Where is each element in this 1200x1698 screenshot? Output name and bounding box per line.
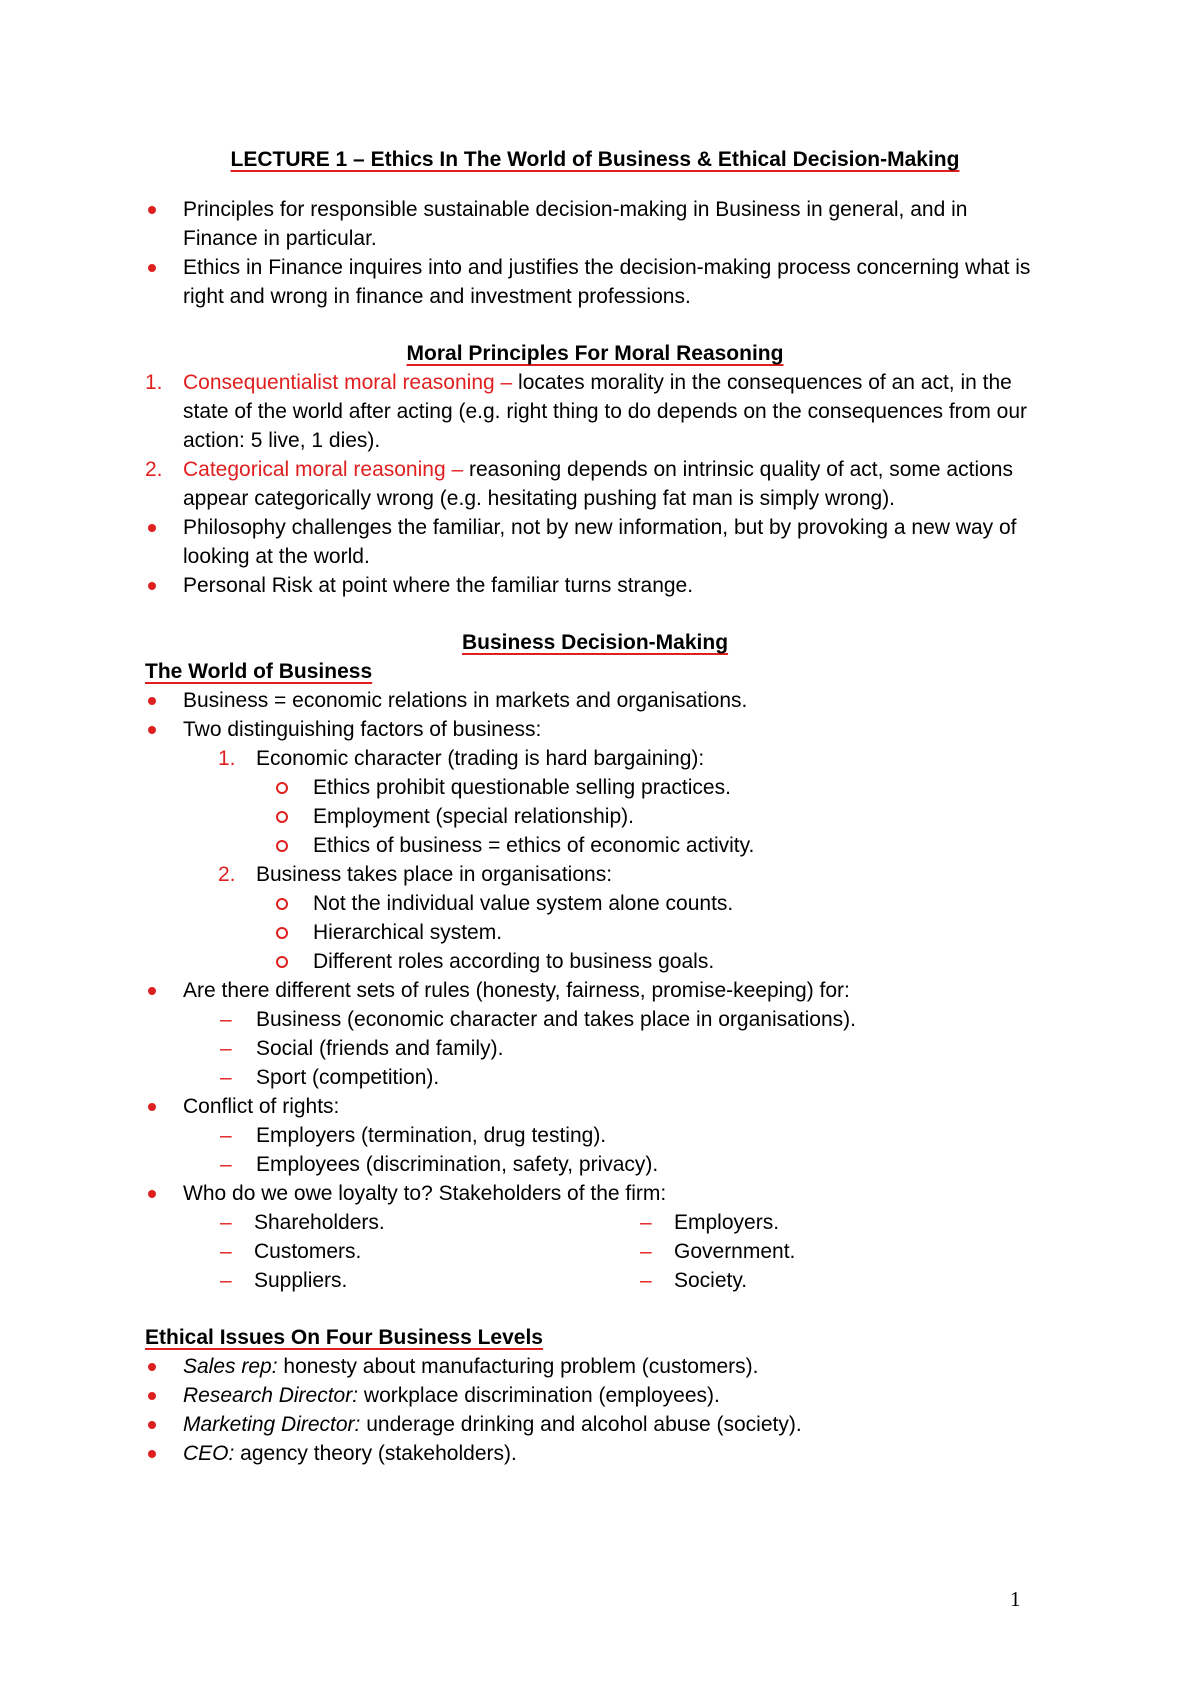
bullet-icon [148,206,156,214]
bullet-icon [148,1421,156,1429]
list-item: 1. Consequentialist moral reasoning – locates morality in the consequences of an act, in the state of the world after acting (e.g. right thing to do depends on the consequences from our action: 5 live, 1 dies). [145,371,1028,452]
list-item: Employment (special relationship). [275,802,1045,831]
bullet-icon [148,524,156,532]
list-item: – Social (friends and family). [218,1034,1045,1063]
list-item: Not the individual value system alone counts. [275,889,1045,918]
stakeholders-columns [218,1208,1045,1295]
moral-bullet-list [145,513,1045,600]
subheading-world-of-business: The World of Business [145,660,373,683]
list-item: Hierarchical system. [275,918,1045,947]
list-item: Research Director: workplace discrimination (employees). [145,1381,1045,1410]
list-item: – Sport (competition). [218,1063,1045,1092]
factor-1-sublist [275,773,1045,860]
list-item: – Customers. [218,1237,638,1266]
bullet-icon [148,582,156,590]
dash-bullet-icon: – [220,1008,232,1031]
dash-bullet-icon: – [220,1269,232,1292]
list-item: Marketing Director: underage drinking and alcohol abuse (society). [145,1410,1045,1439]
bullet-icon [148,1450,156,1458]
section-heading-business: Business Decision-Making [461,631,729,654]
dash-bullet-icon: – [220,1211,232,1234]
circle-bullet-icon [276,898,288,910]
bullet-icon [148,726,156,734]
dash-bullet-icon: – [220,1037,232,1060]
circle-bullet-icon [276,811,288,823]
section-heading-moral: Moral Principles For Moral Reasoning [406,342,784,365]
dash-bullet-icon: – [640,1240,652,1263]
rules-list [218,1005,1045,1092]
list-item: Principles for responsible sustainable decision-making in Business in general, and in Finance in particular. [145,195,1045,253]
dash-bullet-icon: – [220,1066,232,1089]
dash-bullet-icon: – [640,1211,652,1234]
dash-bullet-icon: – [220,1153,232,1176]
loyalty-question [145,1179,1045,1208]
subheading-four-levels: Ethical Issues On Four Business Levels [145,1326,543,1349]
rules-question [145,976,1045,1005]
list-item: Sales rep: honesty about manufacturing problem (customers). [145,1352,1045,1381]
page-title: LECTURE 1 – Ethics In The World of Business & Ethical Decision-Making [230,148,960,171]
list-item: 1. Economic character (trading is hard bargaining): [218,747,705,770]
dash-bullet-icon: – [640,1269,652,1292]
moral-numbered-list [145,368,1045,513]
circle-bullet-icon [276,927,288,939]
circle-bullet-icon [276,840,288,852]
list-item: – Employers. [638,1208,1058,1237]
bullet-icon [148,987,156,995]
bullet-icon [148,1190,156,1198]
bullet-icon [148,1392,156,1400]
document-content [145,145,1045,1468]
list-item: – Employers (termination, drug testing). [218,1121,1045,1150]
list-item: Personal Risk at point where the familiar turns strange. [145,571,1045,600]
list-item: – Society. [638,1266,1058,1295]
circle-bullet-icon [276,782,288,794]
page-number: 1 [1010,1587,1021,1611]
list-item: Conflict of rights: [145,1092,1045,1121]
list-item: Ethics of business = ethics of economic activity. [275,831,1045,860]
list-item: 2. Business takes place in organisations: [218,863,613,886]
list-item: Who do we owe loyalty to? Stakeholders of the firm: [145,1179,1045,1208]
factors-list [218,744,1045,773]
circle-bullet-icon [276,956,288,968]
rights-question [145,1092,1045,1121]
dash-bullet-icon: – [220,1240,232,1263]
rights-list [218,1121,1045,1179]
list-item: Different roles according to business goals. [275,947,1045,976]
list-item: – Suppliers. [218,1266,638,1295]
list-item: Two distinguishing factors of business: [145,715,1045,744]
bullet-icon [148,697,156,705]
list-item: Business = economic relations in markets and organisations. [145,686,1045,715]
list-item: – Shareholders. [218,1208,638,1237]
factor-2-sublist [275,889,1045,976]
list-item: Ethics in Finance inquires into and justifies the decision-making process concerning what is right and wrong in finance and investment professions. [145,253,1045,311]
list-item: – Business (economic character and takes place in organisations). [218,1005,1045,1034]
bullet-icon [148,1103,156,1111]
bullet-icon [148,1363,156,1371]
list-item: 2. Categorical moral reasoning – reasoning depends on intrinsic quality of act, some actions appear categorically wrong (e.g. hesitating pushing fat man is simply wrong). [145,458,1013,510]
list-item: – Government. [638,1237,1058,1266]
bullet-icon [148,264,156,272]
list-item: Are there different sets of rules (honesty, fairness, promise-keeping) for: [145,976,1045,1005]
list-item: – Employees (discrimination, safety, privacy). [218,1150,1045,1179]
business-list [145,686,1045,744]
list-item: CEO: agency theory (stakeholders). [145,1439,1045,1468]
factors-list-2 [218,860,1045,889]
intro-list [145,195,1045,311]
dash-bullet-icon: – [220,1124,232,1147]
levels-list [145,1352,1045,1468]
list-item: Philosophy challenges the familiar, not by new information, but by provoking a new way of looking at the world. [145,513,1045,571]
list-item: Ethics prohibit questionable selling practices. [275,773,1045,802]
